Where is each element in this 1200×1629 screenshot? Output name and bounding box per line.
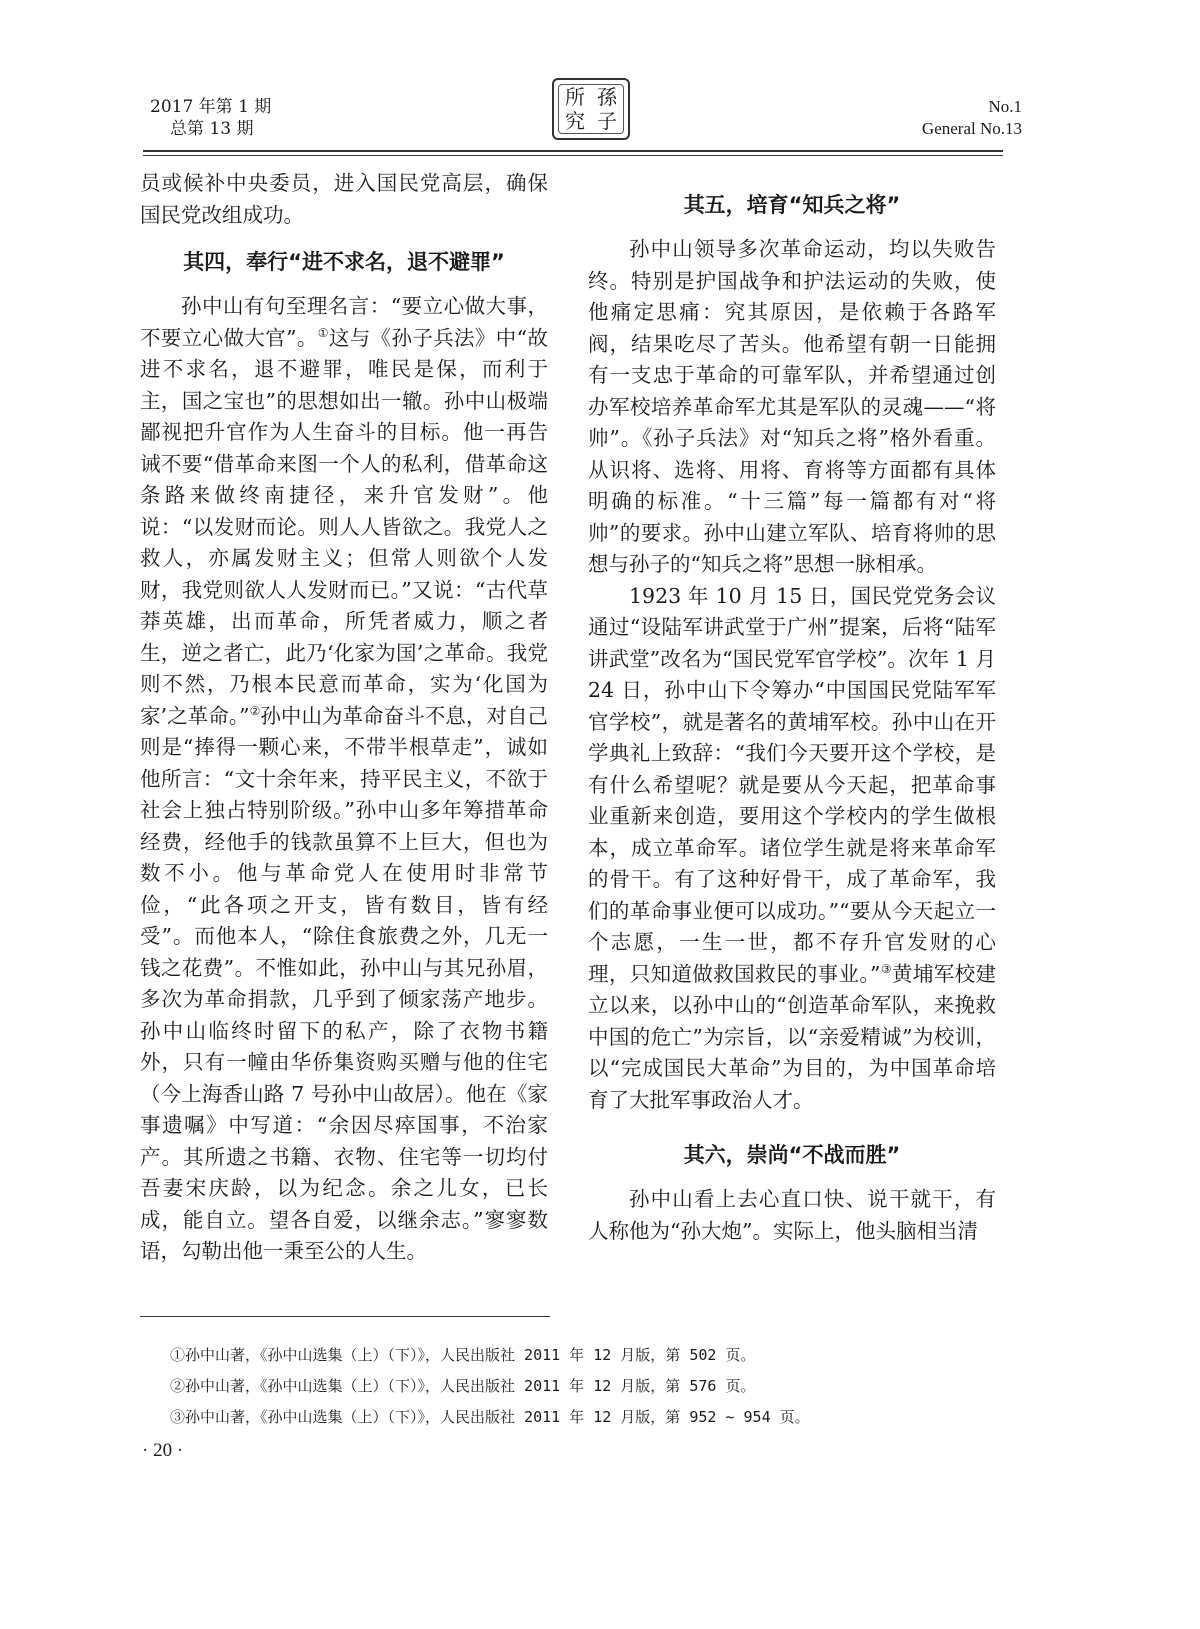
footnote-divider [140, 1316, 550, 1317]
right-column [588, 168, 996, 1247]
section-heading-4: 其四，奉行“进不求名，退不避罪” [183, 250, 505, 274]
footnote-ref: ② [249, 703, 261, 718]
body-paragraph: 1923 年 10 月 15 日，国民党党务会议通过“设陆军讲武堂于广州”提案，后将“陆军讲武堂”改名为“国民党军官学校”。次年 1 月 24 日，孙中山下令筹办“中国国民党陆军军官学校”，就是著名的黄埔军校。孙中山在开学典礼上致辞：“我们今天要开这个学校，是有什么希望呢？就是要从今天起，把革命事业重新来创造，要用这个学校内的学生做根本，成立革命军。诸位学生就是将来革命军的骨干。有了这种好骨干，成了革命军，我们的革命事业便可以成功。”“要从今天起立一个志愿，一生一世，都不存升官发财的心理，只知道做救国救民的事业。”③黄埔军校建立以来，以孙中山的“创造革命军队，来挽救中国的危亡”为宗旨，以“亲爱精诚”为校训，以“完成国民大革命”为目的，为中国革命培育了大批军事政治人才。 [588, 583, 996, 1112]
logo-char: 子 [597, 109, 617, 133]
logo-char: 孫 [597, 85, 617, 109]
body-paragraph: 孙中山领导多次革命运动，均以失败告终。特别是护国战争和护法运动的失败，使他痛定思痛：究其原因，是依赖于各路军阀，结果吃尽了苦头。他希望有朝一日能拥有一支忠于革命的可靠军队，并希望通过创办军校培养革命军尤其是军队的灵魂——“将帅”。《孙子兵法》对“知兵之将”格外看重。从识将、选将、用将、育将等方面都有具体明确的标准。“十三篇”每一篇都有对“将帅”的要求。孙中山建立军队、培育将帅的思想与孙子的“知兵之将”思想一脉相承。 [588, 237, 996, 576]
header-rule-thin [143, 155, 1003, 156]
intro-paragraph: 员或候补中央委员，进入国民党高层，确保国民党改组成功。 [140, 171, 548, 227]
section-heading-5: 其五，培育“知兵之将” [683, 193, 901, 217]
logo-char: 究 [565, 109, 585, 133]
journal-logo [552, 78, 630, 140]
total-issue-cn: 总第 13 期 [170, 119, 254, 139]
issue-info-cn [150, 96, 271, 140]
footnote-item: ①孙中山著，《孙中山选集（上）（下）》，人民出版社 2011 年 12 月版，第 502 页。 [170, 1346, 756, 1364]
footnote-item: ②孙中山著，《孙中山选集（上）（下）》，人民出版社 2011 年 12 月版，第 576 页。 [170, 1377, 756, 1395]
left-column [140, 168, 548, 1268]
page-header [0, 0, 1200, 160]
total-issue-en: General No.13 [921, 119, 1022, 138]
footnote-ref: ③ [880, 961, 892, 976]
issue-number-en: No.1 [988, 97, 1022, 116]
issue-number-cn: 2017 年第 1 期 [150, 97, 272, 117]
issue-info-en [922, 96, 1022, 140]
page-number: · 20 · [142, 1440, 184, 1461]
body-paragraph: 孙中山有句至理名言：“要立心做大事，不要立心做大官”。①这与《孙子兵法》中“故进不求名，退不避罪，唯民是保，而利于主，国之宝也”的思想如出一辙。孙中山极端鄙视把升官作为人生奋斗的目标。他一再告诫不要“借革命来图一个人的私利，借革命这条路来做终南捷径，来升官发财”。他说：“以发财而论。则人人皆欲之。我党人之救人，亦属发财主义；但常人则欲个人发财，我党则欲人人发财而已。”又说：“古代草莽英雄，出而革命，所凭者威力，顺之者生，逆之者亡，此乃‘化家为国’之革命。我党则不然，乃根本民意而革命，实为‘化国为家’之革命。”②孙中山为革命奋斗不息，对自己则是“捧得一颗心来，不带半根草走”，诚如他所言：“文十余年来，持平民主义，不欲于社会上独占特别阶级。”孙中山多年筹措革命经费，经他手的钱款虽算不上巨大，但也为数不小。他与革命党人在使用时非常节俭，“此各项之开支，皆有数目，皆有经受”。而他本人，“除住食旅费之外，几无一钱之花费”。不惟如此，孙中山与其兄孙眉，多次为革命捐款，几乎到了倾家荡产地步。孙中山临终时留下的私产，除了衣物书籍外，只有一幢由华侨集资购买赠与他的住宅（今上海香山路 7 号孙中山故居）。他在《家事遗嘱》中写道：“余因尽瘁国事，不治家产。其所遗之书籍、衣物、住宅等一切均付吾妻宋庆龄，以为纪念。余之儿女，已长成，能自立。望各自爱，以继余志。”寥寥数语，勾勒出他一秉至公的人生。 [140, 294, 548, 1263]
body-paragraph: 孙中山看上去心直口快、说干就干，有人称他为“孙大炮”。实际上，他头脑相当清 [588, 1187, 996, 1243]
header-rule [143, 150, 1003, 152]
footnote-item: ③孙中山著，《孙中山选集（上）（下）》，人民出版社 2011 年 12 月版，第 952 ~ 954 页。 [170, 1408, 810, 1426]
footnote-ref: ① [317, 325, 329, 340]
section-heading-6: 其六，崇尚“不战而胜” [683, 1143, 901, 1167]
footnotes [170, 1340, 970, 1433]
logo-char: 所 [565, 85, 585, 109]
